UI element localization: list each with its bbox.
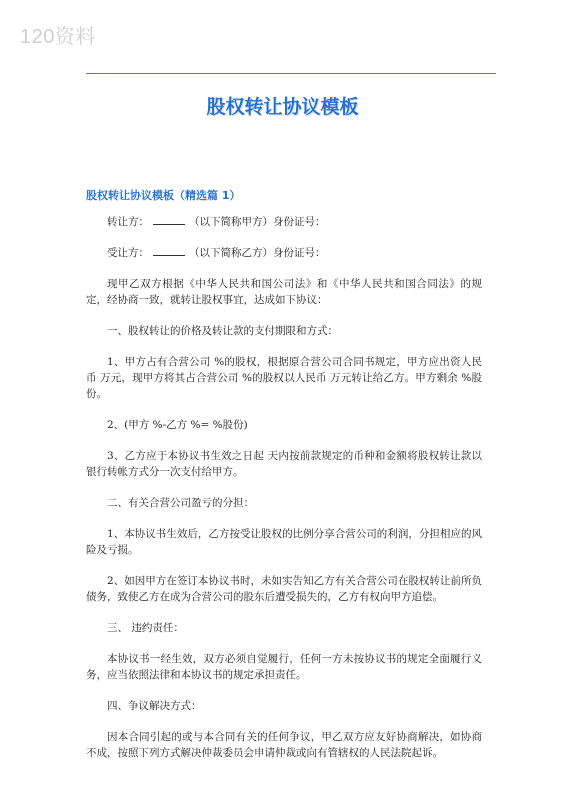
transferee-label: 受让方： — [107, 247, 149, 259]
watermark: 120资料 — [20, 26, 96, 48]
clause-1-item-2: 2、(甲方 %-乙方 %= %股份) — [107, 419, 248, 431]
clause-2-item-1: 1、本协议书生效后，乙方按受让股权的比例分享合营公司的利润，分担相应的风险及亏损。 — [86, 528, 482, 556]
clause-1-heading: 一、股权转让的价格及转让款的支付期限和方式： — [107, 325, 338, 337]
document-body — [86, 214, 482, 776]
section-heading: 股权转让协议模板（精选篇 1） — [86, 189, 241, 202]
clause-1-item-3: 3、乙方应于本协议书生效之日起 天内按前款规定的币种和金额将股权转让款以银行转帐方式分一次支付给甲方。 — [86, 450, 482, 478]
transferor-label: 转让方： — [107, 216, 149, 228]
clause-2-heading: 二、有关合营公司盈亏的分担： — [107, 497, 254, 509]
transferor-note: （以下简称甲方）身份证号： — [189, 216, 326, 228]
clause-2-item-2: 2、如因甲方在签订本协议书时，未如实告知乙方有关合营公司在股权转让前所负债务，致使乙方在成为合营公司的股东后遭受损失的，乙方有权向甲方追偿。 — [86, 575, 482, 603]
clause-4-body: 因本合同引起的或与本合同有关的任何争议，甲乙双方应友好协商解决，如协商不成，按照下列方式解决仲裁委员会申请仲裁或向有管辖权的人民法院起诉。 — [86, 731, 482, 759]
header-divider — [86, 73, 496, 74]
clause-4-heading: 四、争议解决方式： — [107, 700, 202, 712]
clause-3-body: 本协议书一经生效，双方必须自觉履行，任何一方未按协议书的规定全面履行义务，应当依照法律和本协议书的规定承担责任。 — [86, 653, 482, 681]
clause-1-item-1: 1、甲方占有合营公司 %的股权，根据原合营公司合同书规定，甲方应出资人民币 万元，现甲方将其占合营公司 %的股权以人民币 万元转让给乙方。甲方剩余 %股份。 — [86, 356, 482, 400]
transferee-line — [86, 245, 482, 261]
transferee-blank — [153, 245, 185, 256]
transferor-blank — [153, 214, 185, 225]
transferor-line — [86, 214, 482, 230]
transferee-note: （以下简称乙方）身份证号： — [189, 247, 326, 259]
document-title: 股权转让协议模板 — [206, 96, 359, 118]
preamble-paragraph: 现甲乙双方根据《中华人民共和国公司法》和《中华人民共和国合同法》的规定，经协商一致，就转让股权事宜，达成如下协议： — [86, 278, 482, 306]
clause-3-heading: 三、 违约责任： — [107, 622, 184, 634]
